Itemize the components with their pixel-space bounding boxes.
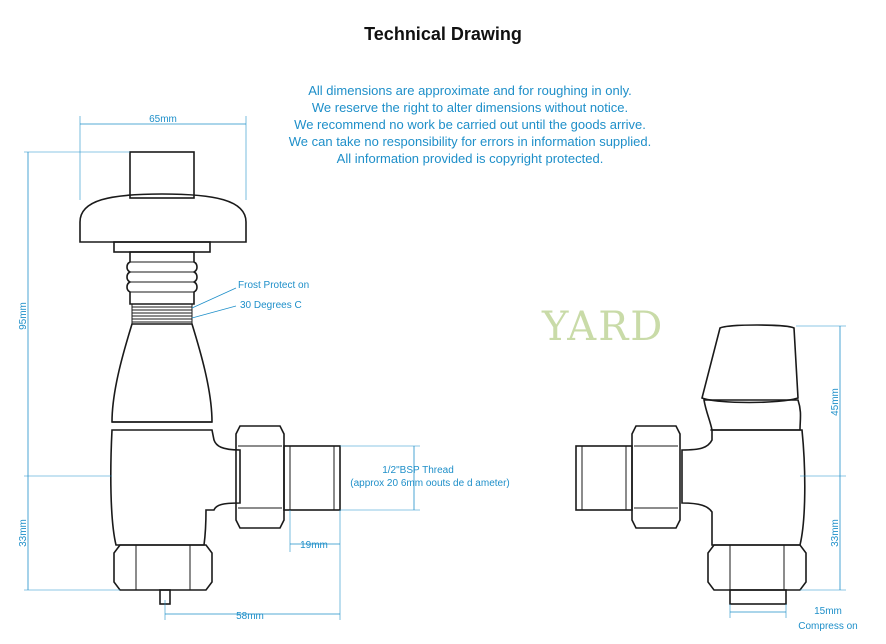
left-lower-body: [111, 430, 240, 545]
dim-95mm: 95mm: [18, 302, 29, 330]
right-upper-body: [704, 400, 801, 430]
left-collar: [114, 242, 210, 252]
right-lower-body: [682, 430, 805, 545]
watermark-text: YARD: [542, 304, 665, 350]
disclaimer-line: We recommend no work be carried out until the goods arrive.: [294, 117, 646, 132]
dim-45mm: 45mm: [830, 388, 841, 416]
left-dimensions: [18, 114, 510, 622]
disclaimer-line: We reserve the right to alter dimensions without notice.: [311, 100, 629, 115]
drawing-title: Technical Drawing: [364, 24, 522, 44]
dim-19mm: 19mm: [300, 540, 328, 551]
dim-65mm: 65mm: [149, 114, 177, 125]
thread-diameter-note: (approx 20 6mm oouts de d ameter): [350, 478, 510, 489]
dim-33mm-left: 33mm: [18, 519, 29, 547]
left-upper-body: [112, 324, 212, 422]
dim-15mm: 15mm: [814, 606, 842, 617]
right-valve: [576, 325, 806, 604]
right-dimensions: [730, 326, 858, 632]
right-side-nut: [632, 426, 680, 528]
dim-58mm: 58mm: [236, 611, 264, 622]
right-compression-olive: [730, 590, 786, 604]
left-valve: [80, 152, 340, 604]
disclaimer-line: All information provided is copyright protected.: [336, 151, 604, 166]
left-spindle-cap: [130, 152, 194, 198]
left-neck-rings: [127, 252, 197, 304]
dim-33mm-right: 33mm: [830, 519, 841, 547]
compression-label: Compress on: [798, 621, 858, 632]
frost-temperature-label: 30 Degrees C: [240, 300, 302, 311]
disclaimer-line: All dimensions are approximate and for roughing in only.: [308, 83, 632, 98]
left-bottom-nut: [114, 545, 212, 590]
disclaimer-line: We can take no responsibility for errors in information supplied.: [288, 134, 652, 149]
left-tail: [284, 446, 340, 510]
right-head: [702, 325, 798, 403]
left-head: [80, 194, 246, 242]
right-tail: [576, 446, 632, 510]
frost-protection-label: Frost Protect on: [238, 280, 310, 291]
thread-label: 1/2"BSP Thread: [382, 465, 454, 476]
right-bottom-nut: [708, 545, 806, 590]
left-side-nut: [236, 426, 284, 528]
